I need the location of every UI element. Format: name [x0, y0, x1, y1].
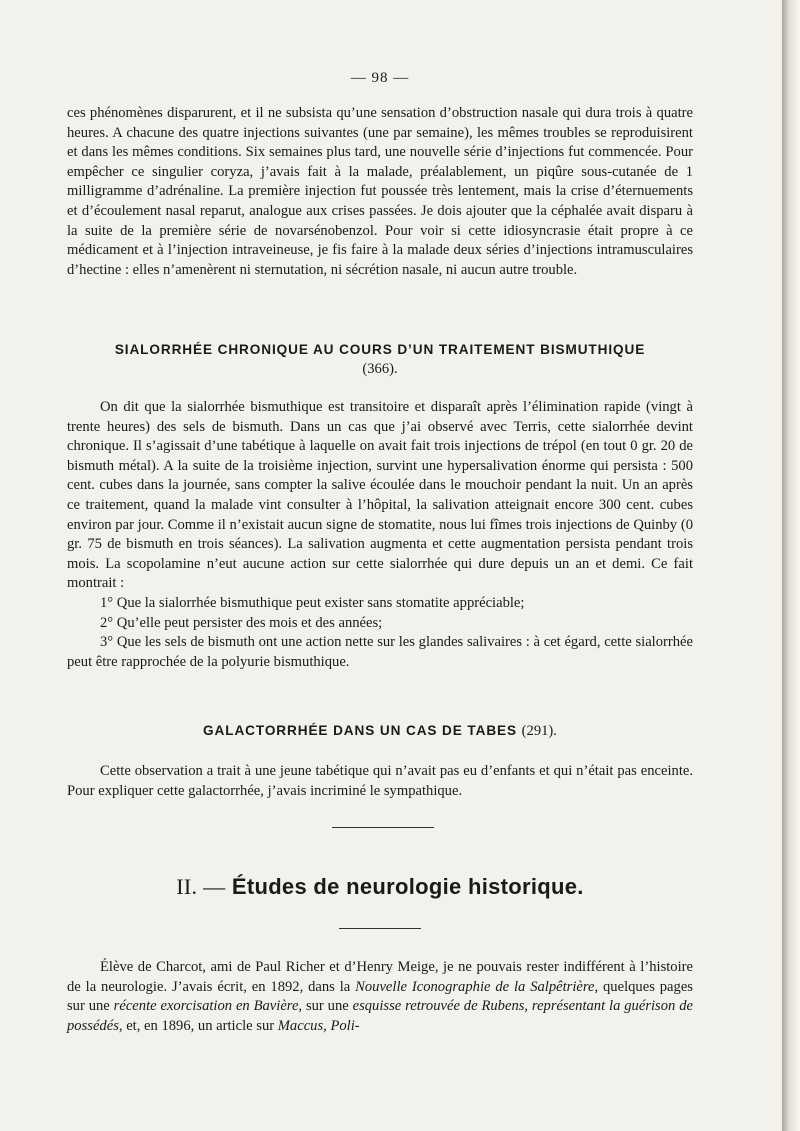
section-galactorrhee — [67, 721, 693, 742]
section-galactorrhee-body — [67, 762, 693, 801]
section-heading-line — [67, 721, 693, 742]
italic-title: Nouvelle Iconographie de la Salpêtrière — [355, 978, 595, 995]
section-reference: (291). — [521, 723, 557, 739]
body-paragraph — [67, 958, 693, 1036]
italic-title: esquisse retrouvée de Rubens, représentant la guérison de possédés — [67, 998, 693, 1034]
italic-title: récente exorcisation en Bavière — [113, 998, 299, 1015]
page-edge — [782, 0, 800, 1131]
body-paragraph: Cette observation a trait à une jeune tabétique qui n’avait pas eu d’enfants et qui n’était pas enceinte. Pour expliquer cette galactorrhée, j’avais incriminé le sympathique. — [67, 763, 693, 799]
section-heading: SIALORRHÉE CHRONIQUE AU COURS D’UN TRAITEMENT BISMUTHIQUE — [114, 342, 646, 357]
divider — [339, 928, 421, 929]
section-sialorrhee-body — [67, 398, 693, 672]
italic-title: Maccus, Poli- — [277, 1017, 360, 1034]
divider — [332, 827, 434, 828]
part-number: II. — — [176, 874, 226, 899]
part-title-line — [67, 874, 693, 899]
intro-paragraph: ces phénomènes disparurent, et il ne subsista qu’une sensation d’obstruction nasale qui dura trois à quatre heures. A chacune des quatre injections suivantes (une par semaine), les mêmes troubles se reproduisirent et dans les mêmes conditions. Six semaines plus tard, une nouvelle série d’injections fut commencée. Pour empêcher ce singulier coryza, j’avais fait à la malade, préalablement, un piqûre sous-cutanée de 1 milligramme d’adrénaline. La première injection fut poussée très lentement, mais la crise d’éternuements et d’écoulement nasal reparut, analogue aux crises passées. Je dois ajouter que la céphalée avait disparu à la suite de la première série de novarsénobenzol. Pour voir si cette idiosyncrasie était propre à ce médicament et à l’injection intraveineuse, je fis faire à la malade deux séries d’injections intramusculaires d’hectine : elles n’amenèrent ni sternutation, ni sécrétion nasale, ni aucun autre trouble. — [67, 105, 693, 278]
part-heading — [67, 874, 693, 899]
intro-paragraph-block — [67, 104, 693, 280]
section-reference: (366). — [362, 360, 398, 377]
page-number: — 98 — — [350, 70, 410, 86]
text-run: Élève de Charcot, ami de Paul Richer et d’Henry Meige, je ne pouvais rester indifférent à l’histoire de la neurologie. J’avais écrit, en 1892, dans la — [67, 959, 693, 995]
list-item: 3° Que les sels de bismuth ont une action nette sur les glandes salivaires : à cet égard, cette sialorrhée peut être rapprochée de la polyurie bismuthique. — [67, 634, 693, 670]
body-paragraph: On dit que la sialorrhée bismuthique est transitoire et disparaît après l’élimination rapide (vingt à trente heures) des sels de bismuth. Dans un cas que j’ai observé avec Terris, cette sialorrhée devint chronique. Il s’agissait d’une tabétique à laquelle on avait fait trois injections de trépol (en tout 0 gr. 20 de bismuth métal). A la suite de la troisième injection, survint une hypersalivation énorme qui persista : 500 cent. cubes dans la journée, sans compter la salive écoulée dans le mouchoir pendant la nuit. Un an après ce traitement, quand la malade vint consulter à l’hôpital, la salivation atteignait encore 300 cent. cubes environ par jour. Comme il n’existait aucun signe de stomatite, nous lui fîmes trois injections de Quinby (0 gr. 75 de bismuth en trois séances). La salivation augmenta et cette augmentation persista pendant trois mois. La scopolamine n’eut aucune action sur cette sialorrhée qui dure depuis un an et demi. Ce fait montrait : — [67, 399, 693, 592]
section-heading: GALACTORRHÉE DANS UN CAS DE TABES — [203, 723, 517, 738]
text-run: , et, en 1896, un article sur — [118, 1017, 278, 1034]
text-run: , quelques pages sur une — [67, 978, 693, 1015]
part-title: Études de neurologie historique. — [231, 874, 584, 899]
section-sialorrhee — [67, 340, 693, 379]
list-item: 1° Que la sialorrhée bismuthique peut exister sans stomatite appréciable; — [100, 594, 525, 611]
part-intro-block — [67, 958, 693, 1036]
text-run: , sur une — [298, 998, 353, 1015]
list-item: 2° Qu’elle peut persister des mois et des années; — [100, 614, 383, 631]
